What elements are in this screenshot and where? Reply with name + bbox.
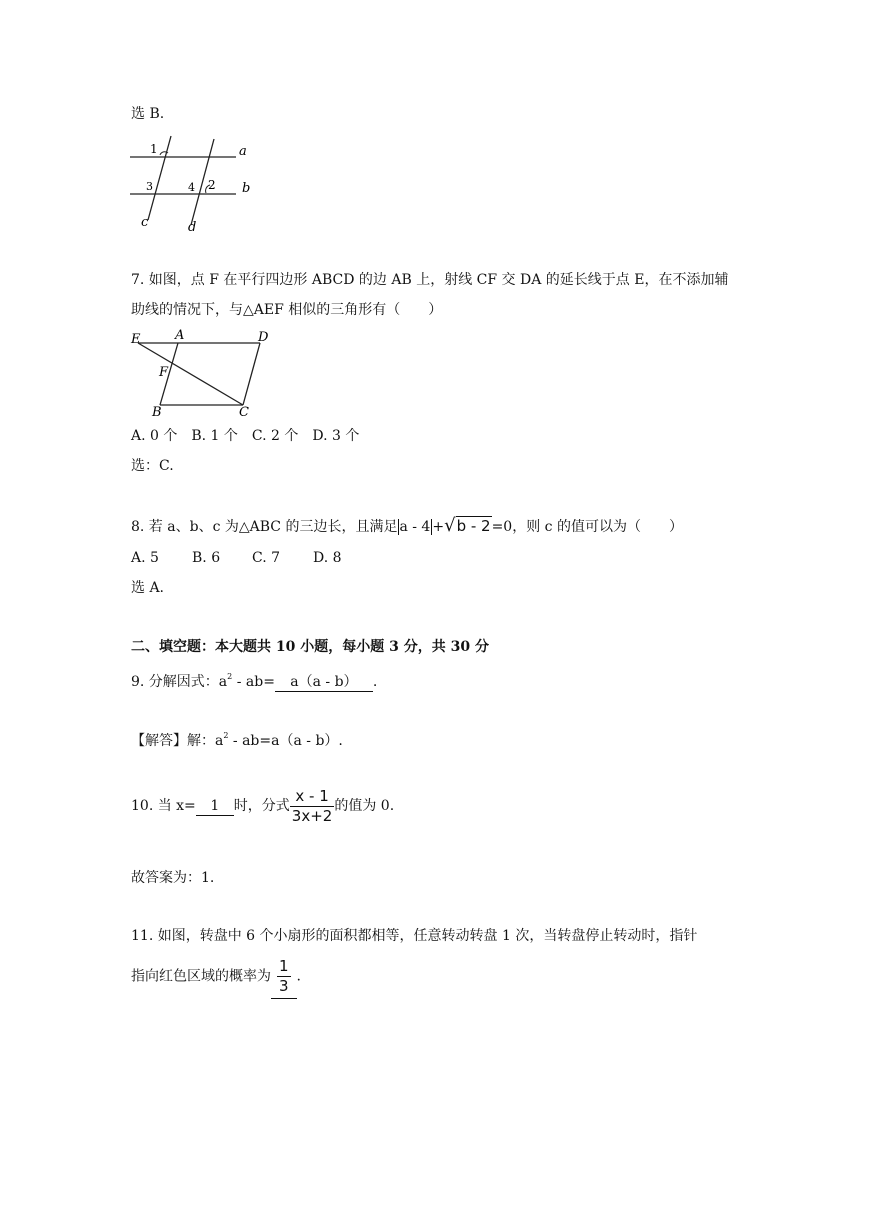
- point-C: C: [239, 405, 249, 418]
- label-a: a: [239, 144, 247, 159]
- label-2: 2: [208, 178, 216, 192]
- q11-answer-blank: [271, 954, 297, 999]
- label-3: 3: [146, 180, 153, 193]
- q8-answer: 选 A.: [131, 580, 165, 596]
- section-heading: 二、填空题：本大题共 10 小题，每小题 3 分，共 30 分: [131, 639, 489, 655]
- q7-line2: 助线的情况下，与△AEF 相似的三角形有（ ）: [131, 302, 443, 318]
- label-d: d: [188, 220, 197, 233]
- q11-prefix: 指向红色区域的概率为: [131, 968, 271, 985]
- q8-suffix: =0，则 c 的值可以为（ ）: [491, 519, 683, 535]
- parallelogram-figure: [130, 326, 275, 418]
- point-D: D: [258, 330, 269, 345]
- q10-answer-blank: 1: [196, 797, 234, 816]
- label-b: b: [242, 181, 251, 196]
- q10-numerator: x - 1: [295, 786, 329, 805]
- q9-question: [131, 667, 377, 692]
- line-DC: [243, 343, 260, 405]
- q8-option-c: C. 7: [252, 550, 281, 566]
- q9-exponent: 2: [227, 672, 233, 681]
- q10-mid: 时，分式: [233, 798, 290, 814]
- q8-abs-expr: a - 4: [399, 519, 431, 535]
- q9-answer-blank: a（a - b）: [275, 673, 373, 692]
- q11-end: .: [296, 968, 301, 985]
- parallel-lines-figure: [128, 133, 260, 233]
- q9-sol-rest: - ab=a（a - b）.: [228, 733, 343, 749]
- q10-denominator: 3x+2: [291, 806, 333, 825]
- q8-prefix: 8. 若 a、b、c 为△ABC 的三边长，且满足: [131, 519, 398, 535]
- q7-options: A. 0 个 B. 1 个 C. 2 个 D. 3 个: [131, 428, 360, 444]
- q7-answer: 选：C.: [131, 458, 174, 474]
- q9-mid: - ab=: [232, 674, 275, 690]
- sqrt-icon: √: [444, 515, 456, 536]
- q11-numerator: 1: [279, 956, 289, 975]
- q8-option-b: B. 6: [192, 550, 221, 566]
- line-EC: [138, 343, 243, 405]
- q8-sqrt-expr: b - 2: [456, 517, 491, 535]
- q6-answer: 选 B.: [131, 106, 165, 122]
- q9-prefix: 9. 分解因式：a: [131, 674, 228, 690]
- point-F: F: [159, 365, 169, 380]
- q7-line1: 7. 如图，点 F 在平行四边形 ABCD 的边 AB 上，射线 CF 交 DA 的延长线于点 E，在不添加辅: [131, 272, 729, 288]
- point-A: A: [175, 328, 185, 343]
- label-c: c: [141, 215, 149, 230]
- q8-plus: +: [432, 519, 445, 535]
- label-4: 4: [188, 181, 195, 194]
- q9-sol-prefix: 【解答】解：a: [131, 733, 224, 749]
- point-E: E: [131, 332, 141, 347]
- q10-question: [131, 786, 394, 826]
- q10-fraction: [290, 787, 335, 826]
- q8-option-d: D. 8: [313, 550, 342, 566]
- q11-denominator: 3: [279, 976, 289, 995]
- q10-suffix: 的值为 0.: [334, 798, 395, 814]
- q9-end: .: [372, 674, 378, 690]
- q11-line2: [131, 954, 301, 999]
- q11-line1: 11. 如图，转盘中 6 个小扇形的面积都相等，任意转动转盘 1 次，当转盘停止转动时，指针: [131, 928, 698, 944]
- q9-solution: [131, 726, 343, 751]
- point-B: B: [152, 405, 162, 418]
- q11-fraction: [277, 957, 291, 996]
- label-1: 1: [150, 142, 158, 156]
- q10-prefix: 10. 当 x=: [131, 798, 196, 814]
- q9-sol-exponent: 2: [223, 731, 229, 740]
- q10-answer: 故答案为：1.: [131, 870, 215, 886]
- q8-question: [131, 516, 683, 537]
- q8-option-a: A. 5: [131, 550, 159, 566]
